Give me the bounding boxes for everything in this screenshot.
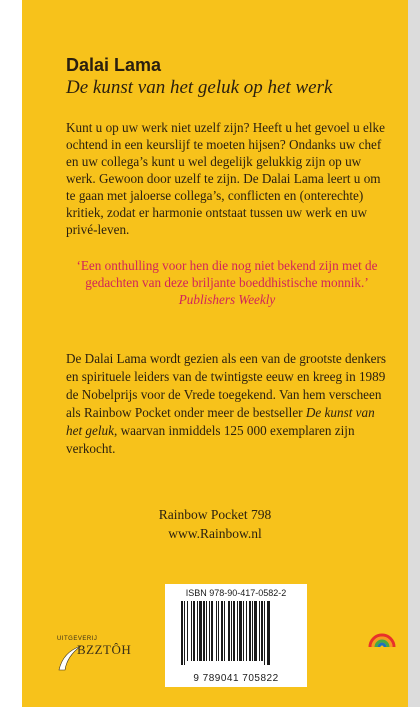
- publisher-label: UITGEVERIJ: [57, 636, 98, 642]
- page-edge-right: [408, 0, 420, 707]
- bio-tail: , waarvan inmiddels 125 000 exemplaren zijn verkocht.: [66, 423, 355, 456]
- author-bio: [66, 350, 388, 458]
- website-link: www.Rainbow.nl: [168, 526, 262, 541]
- author-name: Dalai Lama: [66, 55, 162, 75]
- bio-text: De Dalai Lama wordt gezien als een van de grootste denkers en spirituele leiders van de twintigste eeuw en kreeg in 1989 de Nobelprijs voor de Vrede toegekend. Van hem verscheen als Rainbow Pocket onder meer de bestseller: [66, 351, 387, 420]
- review-quote: [66, 257, 388, 308]
- isbn-number: ISBN 978-90-417-0582-2: [185, 588, 287, 598]
- bio-book-title: De kunst van het geluk: [66, 405, 375, 438]
- series-label: Rainbow Pocket 798: [158, 507, 272, 522]
- back-cover: [22, 0, 408, 707]
- series-info: [22, 505, 408, 543]
- blurb-text: Kunt u op uw werk niet uzelf zijn? Heeft u het gevoel u elke ochtend in een keurslijf te moeten hijsen? Ondanks uw chef en uw collega’s kunt u wel degelijk gelukkig zijn op uw werk. Gewoon door uzelf te zijn. De Dalai Lama leert u om te gaan met jaloerse collega’s, conflicten en (onterechte) kritiek, zodat er harmonie ontstaat tussen uw werk en uw privé-leven.: [66, 120, 385, 237]
- publisher-logo: [57, 636, 139, 676]
- page-edge-left: [0, 0, 22, 707]
- book-title: De kunst van het geluk op het werk: [66, 77, 333, 98]
- publisher-name: BZZTÔH: [77, 642, 132, 657]
- quote-source: Publishers Weekly: [178, 292, 276, 307]
- barcode-icon: [179, 601, 293, 667]
- barcode-number: 9 789041 705822: [193, 673, 279, 684]
- quote-text: ‘Een onthulling voor hen die nog niet bekend zijn met de gedachten van deze briljante boeddhistische monnik.’: [76, 258, 378, 290]
- isbn-barcode-box: [165, 584, 307, 687]
- rainbow-logo-icon: [368, 621, 396, 649]
